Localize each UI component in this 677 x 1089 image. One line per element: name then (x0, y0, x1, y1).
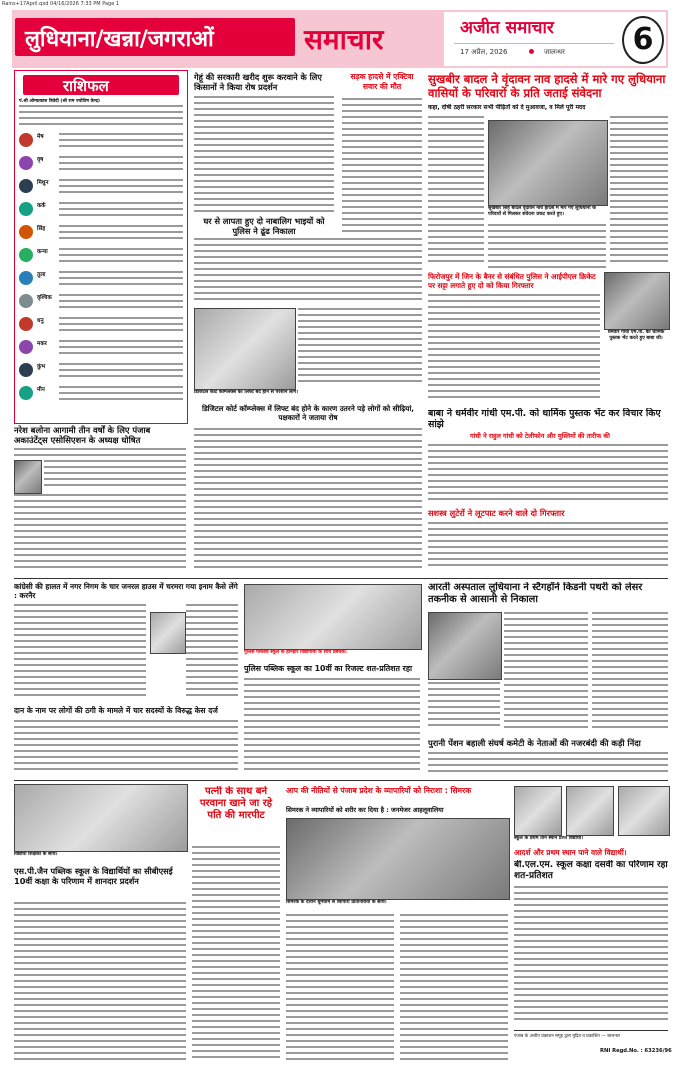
aarti-body-c (428, 682, 500, 734)
cbse-subhead: आदर्श और प्रथम स्थान पाने वाले विद्यार्थी। (514, 848, 627, 857)
rashifal-sign-name: वृष (37, 157, 44, 163)
sp-jain-body (14, 902, 186, 1068)
rashifal-intro-text (19, 105, 183, 127)
police-school-caption: पुलिस पब्लिक स्कूल के होनहार विद्यार्थियों के साथ प्रबंधक। (244, 650, 347, 655)
rashifal-title: राशिफल (63, 77, 109, 95)
student-photo-3 (618, 786, 670, 836)
zodiac-sign-icon (19, 271, 33, 285)
sukhbir-headline: सुखबीर बादल ने वृंदावन नाव हादसे में मारे गए लुधियाना वासियों के परिवारों के प्रति जताई संवेदना (428, 72, 666, 100)
rashifal-sign-name: धनु (37, 318, 44, 324)
rashifal-sign-name: मिथुन (37, 180, 49, 186)
rashifal-sign-name: मकर (37, 341, 47, 347)
zodiac-sign-icon (19, 202, 33, 216)
rashifal-sign-name: तुला (37, 272, 46, 278)
congress-headline: कांग्रेसी की हालत में नगर निगम के चार जनरल हाउस में चरमरा गया इनाम कैसे लेंगे : करनैर (14, 582, 238, 600)
section-title: लुधियाना/खन्ना/जगराओं (25, 26, 214, 52)
rashifal-sign-row (19, 246, 183, 269)
rashifal-sign-row (19, 154, 183, 177)
rashifal-sign-row (19, 223, 183, 246)
digital-court-photo (194, 308, 296, 390)
digital-side-text (298, 308, 422, 388)
naresh-body-top (14, 448, 186, 458)
ipl-headline: फिरोजपुर में जिन के बैनर से संबंधित पुलिस ने आईपीएल क्रिकेट पर सट्टा लगाते हुए दो को किया गिरफ्तार (428, 272, 596, 290)
lut-body (428, 522, 668, 574)
zodiac-sign-icon (19, 340, 33, 354)
ipl-body (428, 294, 600, 404)
sukhbir-photo (488, 120, 608, 206)
road-headline: सड़क हादसे में एक्टिवा सवार की मौत (350, 72, 414, 91)
city-text: जालन्धर (544, 48, 565, 56)
baba-photo-caption: धर्मवीर गांधी एम.पी. को धार्मिक पुस्तक भेंट करते हुए बाबा जी। (607, 330, 665, 341)
rashifal-header (23, 75, 179, 95)
printer-line: Rains+17April.qxd 04/16/2026 7:33 PM Page 1 (2, 1, 120, 7)
digital-body (194, 428, 422, 574)
ghar-headline: घर से लापता हुए दो नाबालिग भाइयों को पुलिस ने ढूंढ निकाला (203, 216, 325, 236)
rashifal-sign-text (59, 271, 183, 289)
aap-body-b (400, 914, 508, 1068)
baba-subhead: गांधी ने राहुल गांधी को टेलीफोन और मुस्लिमों की तारीफ की (470, 432, 610, 440)
rashifal-sign-name: मीन (37, 387, 45, 393)
rashifal-sign-text (59, 202, 183, 220)
section-divider-2 (14, 780, 668, 781)
rashifal-sign-text (59, 317, 183, 335)
zodiac-sign-icon (19, 294, 33, 308)
aap-caption: सिमरक के दौरान धूमधाम से व्यापारी प्रतिनिधियों के साथ। (286, 900, 387, 905)
naresh-headline: नरेश बलोना आगामी तीन वर्षों के लिए पंजाब अकाउंटेंट्स एसोसिएशन के अध्यक्ष घोषित (14, 425, 151, 445)
aap-headline: आप की नीतियों से पंजाब प्रदेश के व्यापारियों को निराशा : सिमरक (286, 786, 472, 795)
aap-subhead: सिमरक ने व्यापारियों को शरीर कर दिया है : जनमेजर आहलूवालिया (286, 806, 444, 814)
rashifal-intro: पं.श्री ओमप्रकाश त्रिवेदी (श्री राम ज्योतिष केन्द्र) (19, 99, 100, 104)
rashifal-sign-text (59, 294, 183, 312)
aarti-body-a (504, 612, 588, 734)
road-body (342, 98, 422, 238)
rashifal-sign-text (59, 248, 183, 266)
wife-headline: पत्नी के साथ बने परवाना खाने जा रहे पति की मारपीट (199, 786, 273, 821)
daan-body (14, 720, 238, 776)
daan-headline: दान के नाम पर लोगों की ठगी के मामले में चार सदस्यों के विरुद्ध केस दर्ज (14, 706, 218, 715)
naresh-body-side (44, 460, 186, 492)
ghar-body (194, 238, 422, 306)
paper-name: अजीत समाचार (460, 18, 554, 38)
rashifal-sign-row (19, 131, 183, 154)
footer-regd: RNI Regd.No. : 63236/96 (600, 1048, 672, 1054)
page-number: 6 (622, 16, 664, 64)
aarti-photo (428, 612, 502, 680)
rashifal-sign-text (59, 133, 183, 151)
rashifal-sign-row (19, 338, 183, 361)
sukhbir-subhead: कहा, दोषी ठहरी सरकार सभी पीड़ितों को दे मुआवजा, व मिले पूरी मदद (428, 104, 586, 111)
rashifal-sign-name: कर्क (37, 203, 46, 209)
rashifal-sign-name: वृश्चिक (37, 295, 52, 301)
sukhbir-body-col2 (488, 224, 606, 270)
zodiac-sign-icon (19, 248, 33, 262)
paper-box (444, 12, 666, 66)
sp-jain-photo (14, 784, 188, 852)
rashifal-sign-row (19, 269, 183, 292)
pension-headline: पुरानी पेंशन बहाली संघर्ष कमेटी के नेताओं की नजरबंदी की कड़ी निंदा (428, 738, 641, 748)
rashifal-sign-name: कन्या (37, 249, 48, 255)
rashifal-sign-text (59, 225, 183, 243)
aap-body-a (286, 914, 394, 1068)
rashifal-sign-row (19, 200, 183, 223)
baba-headline: बाबा ने धर्मवीर गांधी एम.पी. को धार्मिक पुस्तक भेंट कर विचार किए सांझे (428, 408, 661, 430)
rashifal-sign-name: कुंभ (37, 364, 46, 370)
sukhbir-body-col3 (610, 116, 668, 266)
sukhbir-body-col1 (428, 116, 484, 266)
footer-rule (514, 1030, 668, 1031)
baba-mp-photo (604, 272, 670, 330)
cbse-body (514, 886, 668, 1026)
digital-court-caption: डिजिटल कोर्ट कॉम्प्लेक्स की लिफ्ट बंद होने से परेशान लोग। (194, 390, 299, 395)
zodiac-sign-icon (19, 363, 33, 377)
wife-body (192, 846, 280, 1068)
rashifal-sign-row (19, 315, 183, 338)
naresh-photo (14, 460, 42, 494)
samachar-title: समाचार (304, 23, 384, 56)
section-divider (14, 578, 668, 579)
zodiac-sign-icon (19, 386, 33, 400)
date-text: 17 अप्रैल, 2026 (460, 48, 508, 56)
police-school-headline: पुलिस पब्लिक स्कूल का 10वीं का रिजल्ट शत-प्रतिशत रहा (244, 664, 412, 673)
aarti-body-b (592, 612, 668, 734)
date-dot (529, 49, 534, 54)
lut-headline: सशस्त्र लुटेरों ने लूटपाट करने वाले दो गिरफ्तार (428, 508, 565, 518)
zodiac-sign-icon (19, 225, 33, 239)
footer-imprint: पंजाब के अजीत प्रकाशन समूह द्वारा मुद्रित व प्रकाशित — जालन्धर (514, 1034, 621, 1039)
zodiac-sign-icon (19, 317, 33, 331)
cbse-headline: बी.एल.एम. स्कूल कक्षा दसवीं का परिणाम रहा शत-प्रतिशत (514, 860, 668, 881)
congress-body-b (186, 604, 238, 700)
student-photo-1 (514, 786, 562, 836)
rashifal-sign-name: मेष (37, 134, 44, 140)
sp-jain-headline: एस.पी.जैन पब्लिक स्कूल के विद्यार्थियों का सीबीएसई 10वीं कक्षा के परिणाम में शानदार प्रदर्शन (14, 866, 173, 886)
sukhbir-caption: सुखबीर सिंह बादल वृंदावन नाव हादसे में मारे गए लुधियाना के परिवारों से मिलकर संवेदना प्रकट करते हुए। (488, 206, 596, 217)
wheat-headline: गेहूं की सरकारी खरीद शुरू करवाने के लिए किसानों ने किया रोष प्रदर्शन (194, 72, 322, 92)
masthead-divider (454, 43, 614, 44)
zodiac-sign-icon (19, 179, 33, 193)
rashifal-box (14, 70, 188, 424)
digital-headline: डिजिटल कोर्ट कॉम्प्लेक्स में लिफ्ट बंद होने के कारण उतरने पड़े लोगों को सीढ़ियां, पक्षकारों ने जताया रोष (201, 404, 415, 422)
naresh-body (14, 494, 186, 574)
pension-body (428, 752, 668, 776)
rashifal-sign-text (59, 156, 183, 174)
baba-body (428, 444, 668, 506)
wheat-body-a (194, 96, 334, 216)
aap-photo (286, 818, 510, 900)
student-photo-2 (566, 786, 614, 836)
aarti-headline: आरती अस्पताल लुधियाना ने स्टैगहॉर्न किडनी पथरी को लेसर तकनीक से आसानी से निकाला (428, 582, 643, 605)
rashifal-sign-row (19, 361, 183, 384)
police-school-body (244, 678, 420, 776)
rashifal-sign-text (59, 179, 183, 197)
sp-jain-caption: विद्यार्थी शिक्षकों के साथ। (14, 852, 58, 857)
rashifal-list (19, 131, 183, 407)
zodiac-sign-icon (19, 156, 33, 170)
rashifal-sign-text (59, 386, 183, 404)
congress-photo (150, 612, 186, 654)
congress-body-a (14, 604, 146, 700)
rashifal-sign-row (19, 177, 183, 200)
rashifal-sign-text (59, 340, 183, 358)
rashifal-sign-text (59, 363, 183, 381)
rashifal-sign-row (19, 384, 183, 407)
cbse-photo-caption: स्कूल के प्रथम तीन स्थान प्राप्त विद्यार्थी। (514, 836, 584, 841)
rashifal-sign-row (19, 292, 183, 315)
section-banner (15, 18, 295, 56)
rashifal-sign-name: सिंह (37, 226, 46, 232)
police-school-photo (244, 584, 422, 650)
zodiac-sign-icon (19, 133, 33, 147)
masthead (12, 10, 668, 68)
